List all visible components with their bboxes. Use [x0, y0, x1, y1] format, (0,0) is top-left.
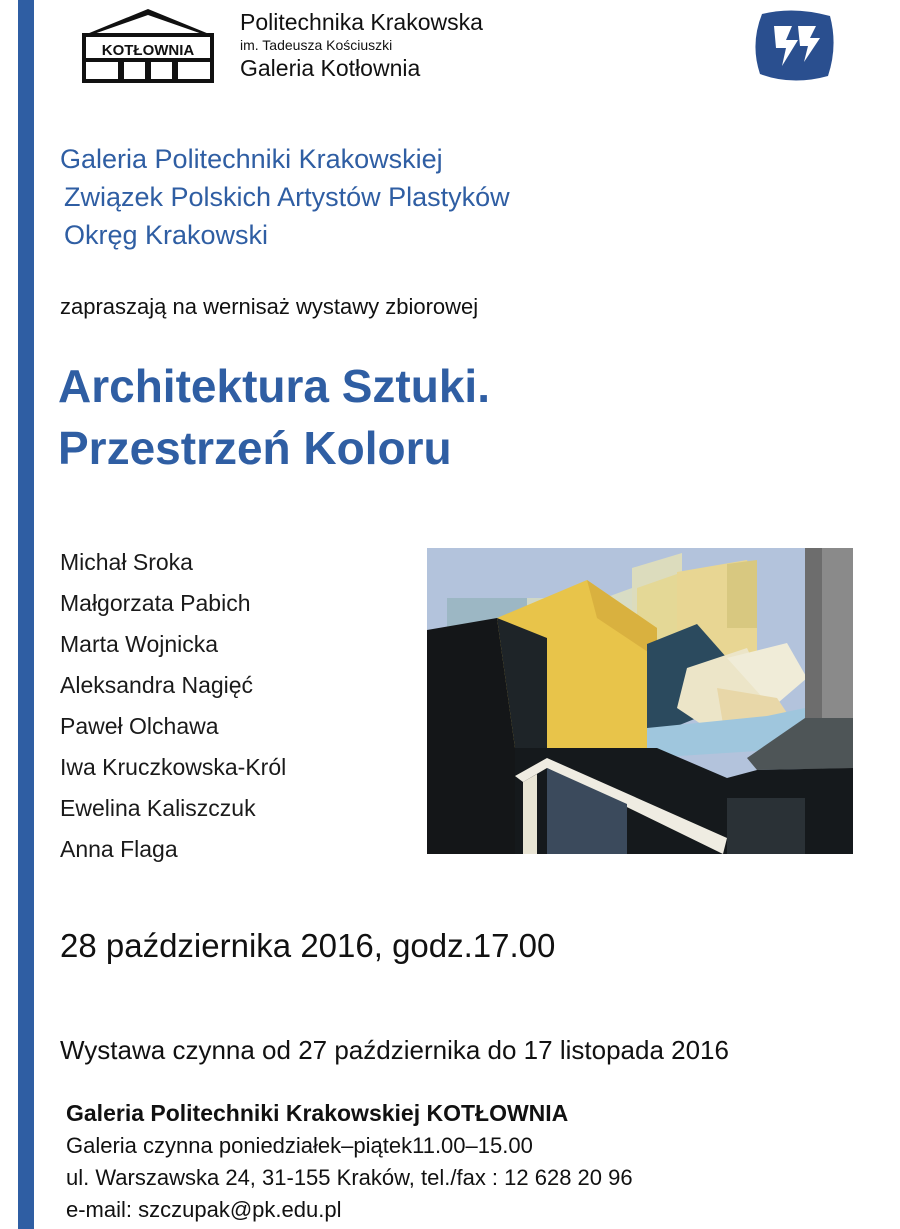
- footer-hours: Galeria czynna poniedziałek–piątek11.00–15.00: [66, 1133, 533, 1158]
- organizer-line: Okręg Krakowski: [64, 220, 269, 250]
- organizer-line: Związek Polskich Artystów Plastyków: [64, 182, 510, 212]
- kotlownia-logo-text: KOTŁOWNIA: [101, 42, 195, 59]
- university-name: Politechnika Krakowska: [240, 9, 483, 35]
- footer-info: [66, 1096, 633, 1226]
- exhibition-title: [58, 355, 490, 479]
- artist-name: Ewelina Kaliszczuk: [60, 795, 256, 821]
- sidebar-accent-bar: [18, 0, 34, 1229]
- pk-emblem-icon: [752, 8, 836, 82]
- kotlownia-logo: [78, 6, 218, 84]
- artist-name: Marta Wojnicka: [60, 631, 219, 657]
- invitation-text: zapraszają na wernisaż wystawy zbiorowej: [60, 294, 479, 319]
- title-line-2: Przestrzeń Koloru: [58, 422, 452, 474]
- artist-name: Iwa Kruczkowska-Król: [60, 754, 287, 780]
- footer-title: Galeria Politechniki Krakowskiej KOTŁOWNIA: [66, 1100, 569, 1126]
- title-line-1: Architektura Sztuki.: [58, 360, 490, 412]
- header-text: [240, 8, 483, 82]
- artist-name: Aleksandra Nagięć: [60, 672, 254, 698]
- footer-email[interactable]: e-mail: szczupak@pk.edu.pl: [66, 1197, 342, 1222]
- artist-name: Anna Flaga: [60, 836, 178, 862]
- gallery-name: Galeria Kotłownia: [240, 55, 421, 81]
- opening-date: 28 października 2016, godz.17.00: [60, 927, 556, 964]
- university-patron: im. Tadeusza Kościuszki: [240, 37, 393, 53]
- artist-name: Paweł Olchawa: [60, 713, 219, 739]
- artist-name: Małgorzata Pabich: [60, 590, 251, 616]
- painting-image: [427, 548, 853, 854]
- exhibition-period: Wystawa czynna od 27 października do 17 listopada 2016: [60, 1035, 729, 1065]
- artist-name: Michał Sroka: [60, 549, 193, 575]
- footer-address: ul. Warszawska 24, 31-155 Kraków, tel./fax : 12 628 20 96: [66, 1165, 633, 1190]
- organizers: [60, 140, 510, 254]
- organizer-line: Galeria Politechniki Krakowskiej: [60, 144, 443, 174]
- artist-list: [60, 542, 286, 870]
